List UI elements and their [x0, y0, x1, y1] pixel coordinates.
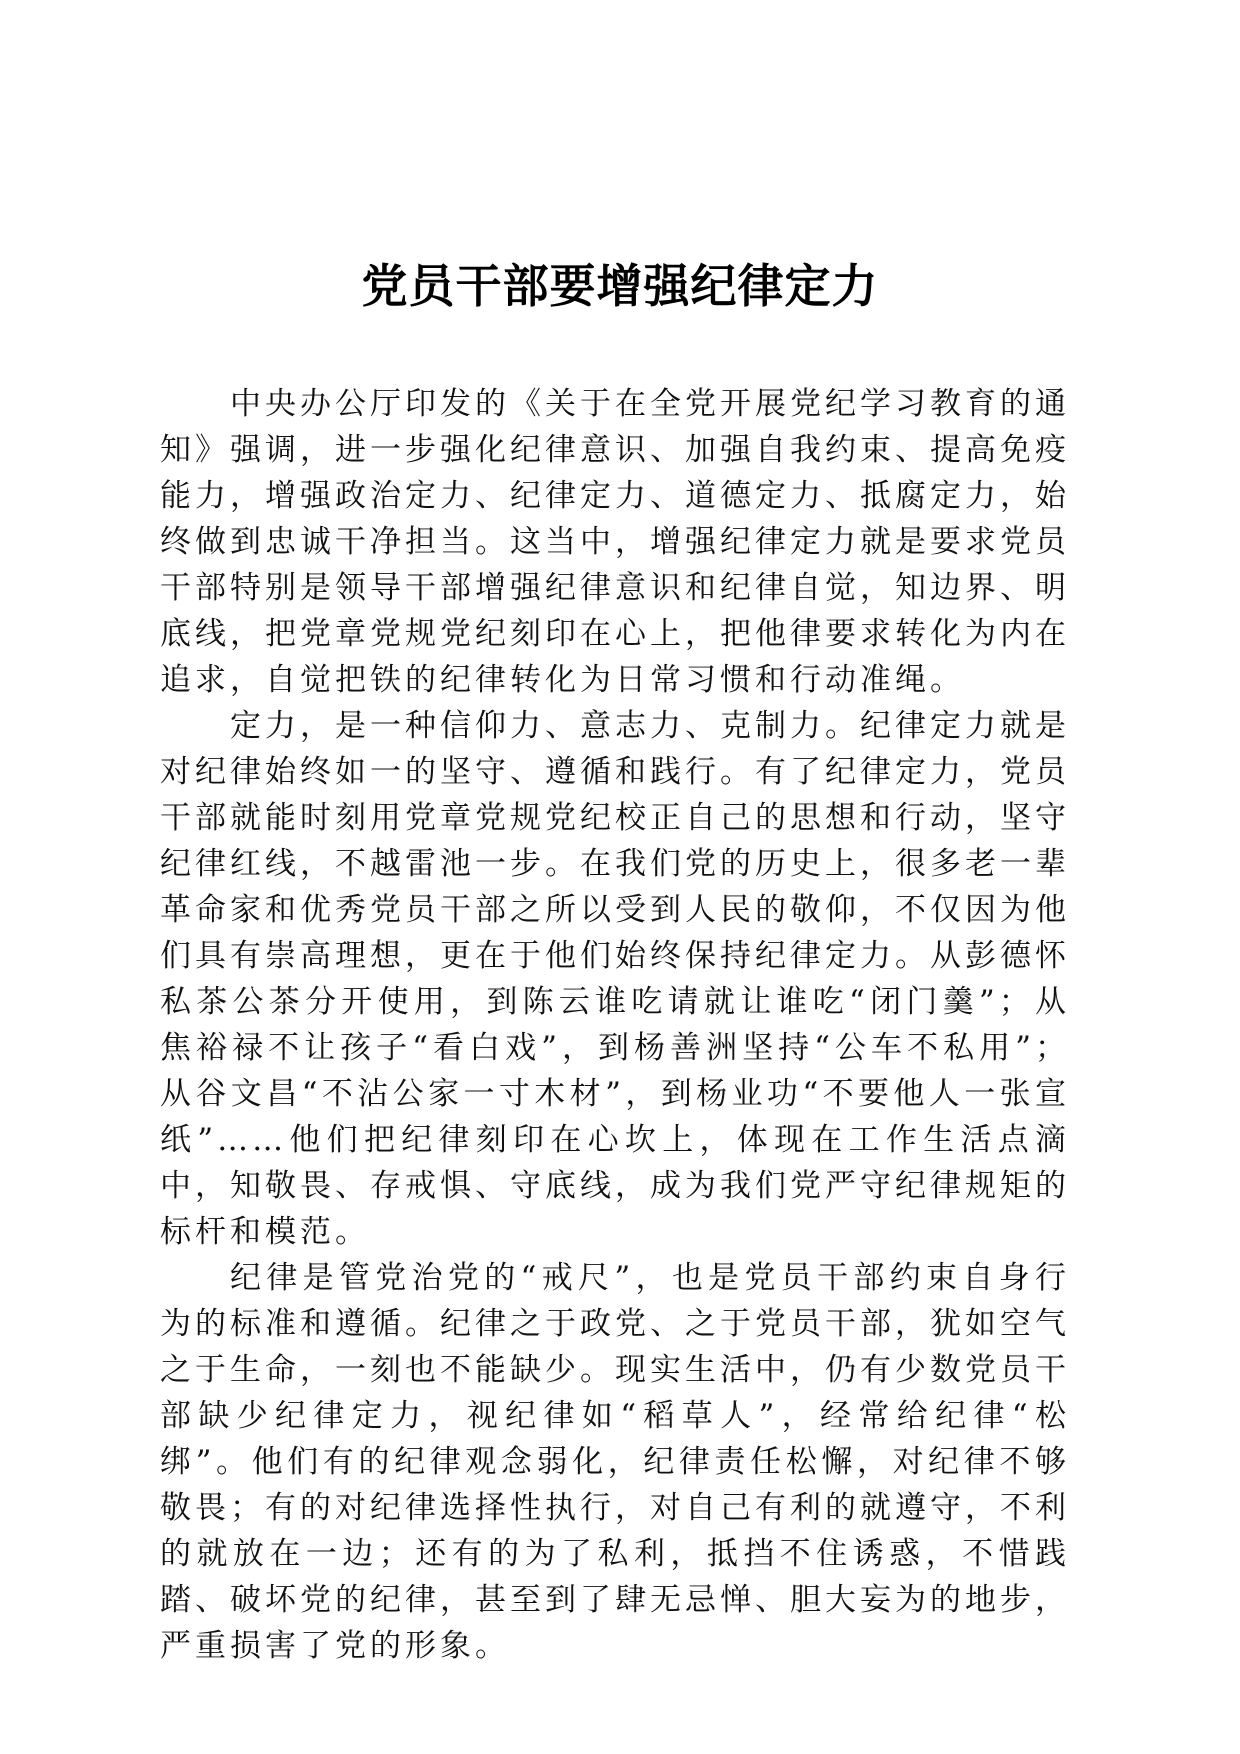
document-title: 党员干部要增强纪律定力 [361, 258, 879, 313]
paragraph-1: 中央办公厅印发的《关于在全党开展党纪学习教育的通知》强调，进一步强化纪律意识、加强自我约束、提高免疫能力，增强政治定力、纪律定力、道德定力、抵腐定力，始终做到忠诚干净担当。这当中，增强纪律定力就是要求党员干部特别是领导干部增强纪律意识和纪律自觉，知边界、明底线，把党章党规党纪刻印在心上，把他律要求转化为内在追求，自觉把铁的纪律转化为日常习惯和行动准绳。 [160, 386, 1070, 698]
paragraph-3: 纪律是管党治党的“戒尺”，也是党员干部约束自身行为的标准和遵循。纪律之于政党、之于党员干部，犹如空气之于生命，一刻也不能缺少。现实生活中，仍有少数党员干部缺少纪律定力，视纪律如“稻草人”，经常给纪律“松绑”。他们有的纪律观念弱化，纪律责任松懈，对纪律不够敬畏；有的对纪律选择性执行，对自己有利的就遵守，不利的就放在一边；还有的为了私利，抵挡不住诱惑，不惜践踏、破坏党的纪律，甚至到了肆无忌惮、胆大妄为的地步，严重损害了党的形象。 [160, 1260, 1070, 1664]
paragraph-2: 定力，是一种信仰力、意志力、克制力。纪律定力就是对纪律始终如一的坚守、遵循和践行。有了纪律定力，党员干部就能时刻用党章党规党纪校正自己的思想和行动，坚守纪律红线，不越雷池一步。在我们党的历史上，很多老一辈革命家和优秀党员干部之所以受到人民的敬仰，不仅因为他们具有崇高理想，更在于他们始终保持纪律定力。从彭德怀私茶公茶分开使用，到陈云谁吃请就让谁吃“闭门羹”；从焦裕禄不让孩子“看白戏”，到杨善洲坚持“公车不私用”；从谷文昌“不沾公家一寸木材”，到杨业功“不要他人一张宣纸”……他们把纪律刻印在心坎上，体现在工作生活点滴中，知敬畏、存戒惧、守底线，成为我们党严守纪律规矩的标杆和模范。 [160, 708, 1070, 1250]
document-body [160, 381, 1070, 1669]
